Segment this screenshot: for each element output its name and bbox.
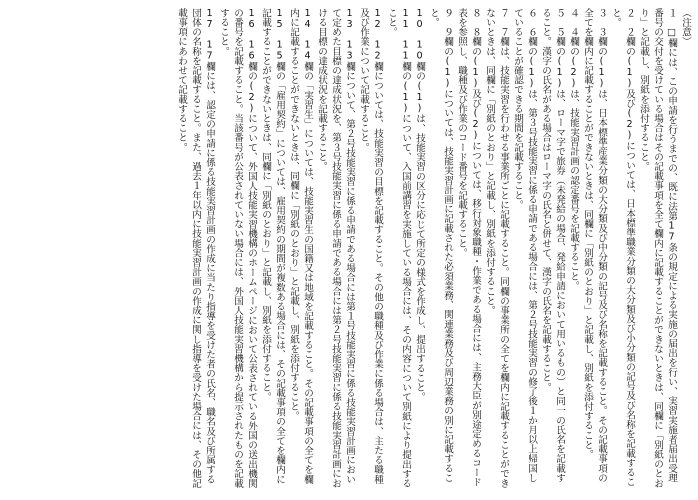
note-item: 15 15欄の「雇用契約」については、雇用契約の期間が複数ある場合には、その記載事項の全てを欄内に記載することができないときは、同欄に「別紙のとおり」と記載し、別紙を添付すること。: [260, 8, 285, 484]
note-item: ９ ９欄の(1)については、技能実習計画に記載された必須業務、関連業務及び周辺業務の別に記載すること。: [428, 8, 453, 483]
note-item: 10 10欄の(1)は、技能実習の区分に応じて所定の様式を作成し、提出すること。: [414, 8, 425, 402]
note-item: ２ ２欄の(1)及び(2)については、日本標準職業分類の大分類及び小分類の記号及び名称を記載すること。: [610, 8, 635, 487]
note-item: ５ ５欄の(1)は、ローマ字で旅券（未発給の場合、発給申請において用いるもの）と同一の氏名を記載すること。漢字の氏名がある場合はローマ字の氏名と併せて、漢字の氏名を記載すること。: [540, 8, 565, 483]
note-item: 12 12欄については、技能実習の目標を記載すること。その他の職種及び作業に係る場合は、主たる職種及び作業について記載すること。: [358, 8, 383, 484]
note-item: ３ ３欄の(1)は、日本標準産業分類の大分類及び中分類の記号及び名称を記載すること。その記載事項の全てを欄内に記載することができないときは、同欄に「別紙のとおり」と記載し、別紙を添付すること。: [582, 8, 607, 483]
note-item: １ □欄には、この申請を行うまでの、既に法第17条の規定による実施の届出を行い、実習実施者届出受理番号の交付を受けている場合はその記載事項を全て欄内に記載することができないときは、同欄に「別紙のとおり」と記載し、別紙を添付すること。: [638, 8, 677, 488]
note-item: 16 16欄の(2)について、外国人技能実習機構のホームページにおいて公表されている外国の送出機関の番号を記載すること。当該番号が公表されていない場合には、外国人技能実習機構から提示されたものを記載すること。: [218, 8, 257, 489]
note-item: 13 13欄について、第２号技能実習に係る申請である場合には第１号技能実習に係る技能実習計画において定めた目標の達成状況を、第３号技能実習に係る申請である場合には第２号技能実習に係る技能実習計画における目標の達成状況を記載すること。: [316, 8, 355, 488]
note-item: ４ ４欄の(2)は、技能実習計画の認定番号を記載すること。: [568, 8, 579, 291]
note-item: 17 17欄には、認定の申請に係る技能実習計画の作成に当たり指導を受けた者の氏名、職名及び所属する団体の名称を記載すること。また、過去１年以内に技能実習計画の作成に関し指導を受けた場合には、その他記載事項にあわせて記載すること。: [176, 8, 215, 488]
notes-column-block: [6, 8, 692, 492]
note-item: ７ ７欄は、技能実習を行わせる事業所ごとに記載すること。同欄の事業所の全てを欄内に記載することができないときは、同欄に「別紙のとおり」と記載し、別紙を添付すること。: [484, 8, 509, 488]
notes-heading: （注意）: [680, 8, 691, 47]
note-item: 14 14欄の「実習生」については、技能実習生の国籍又は地域を記載すること。その記載事項の全てを欄内に記載することができないときは、同欄に「別紙のとおり」と記載し、別紙を添付すること。: [288, 8, 313, 484]
note-item: ６ ６欄の(1)は、第３号技能実習に係る申請である場合には、第２号技能実習の修了後１か月以上帰国していることが確認できる期間を記載すること。: [512, 8, 537, 483]
note-item: ８ ８欄の(1)及び(2)については、移行対象職種・作業である場合には、主務大臣が別途定めるコード表を参照し、職種及び作業のコード番号を記載すること。: [456, 8, 481, 487]
note-item: 11 11欄の(1)について、入国前講習を実施している場合には、その内容について別紙により提出すること。: [386, 8, 411, 489]
